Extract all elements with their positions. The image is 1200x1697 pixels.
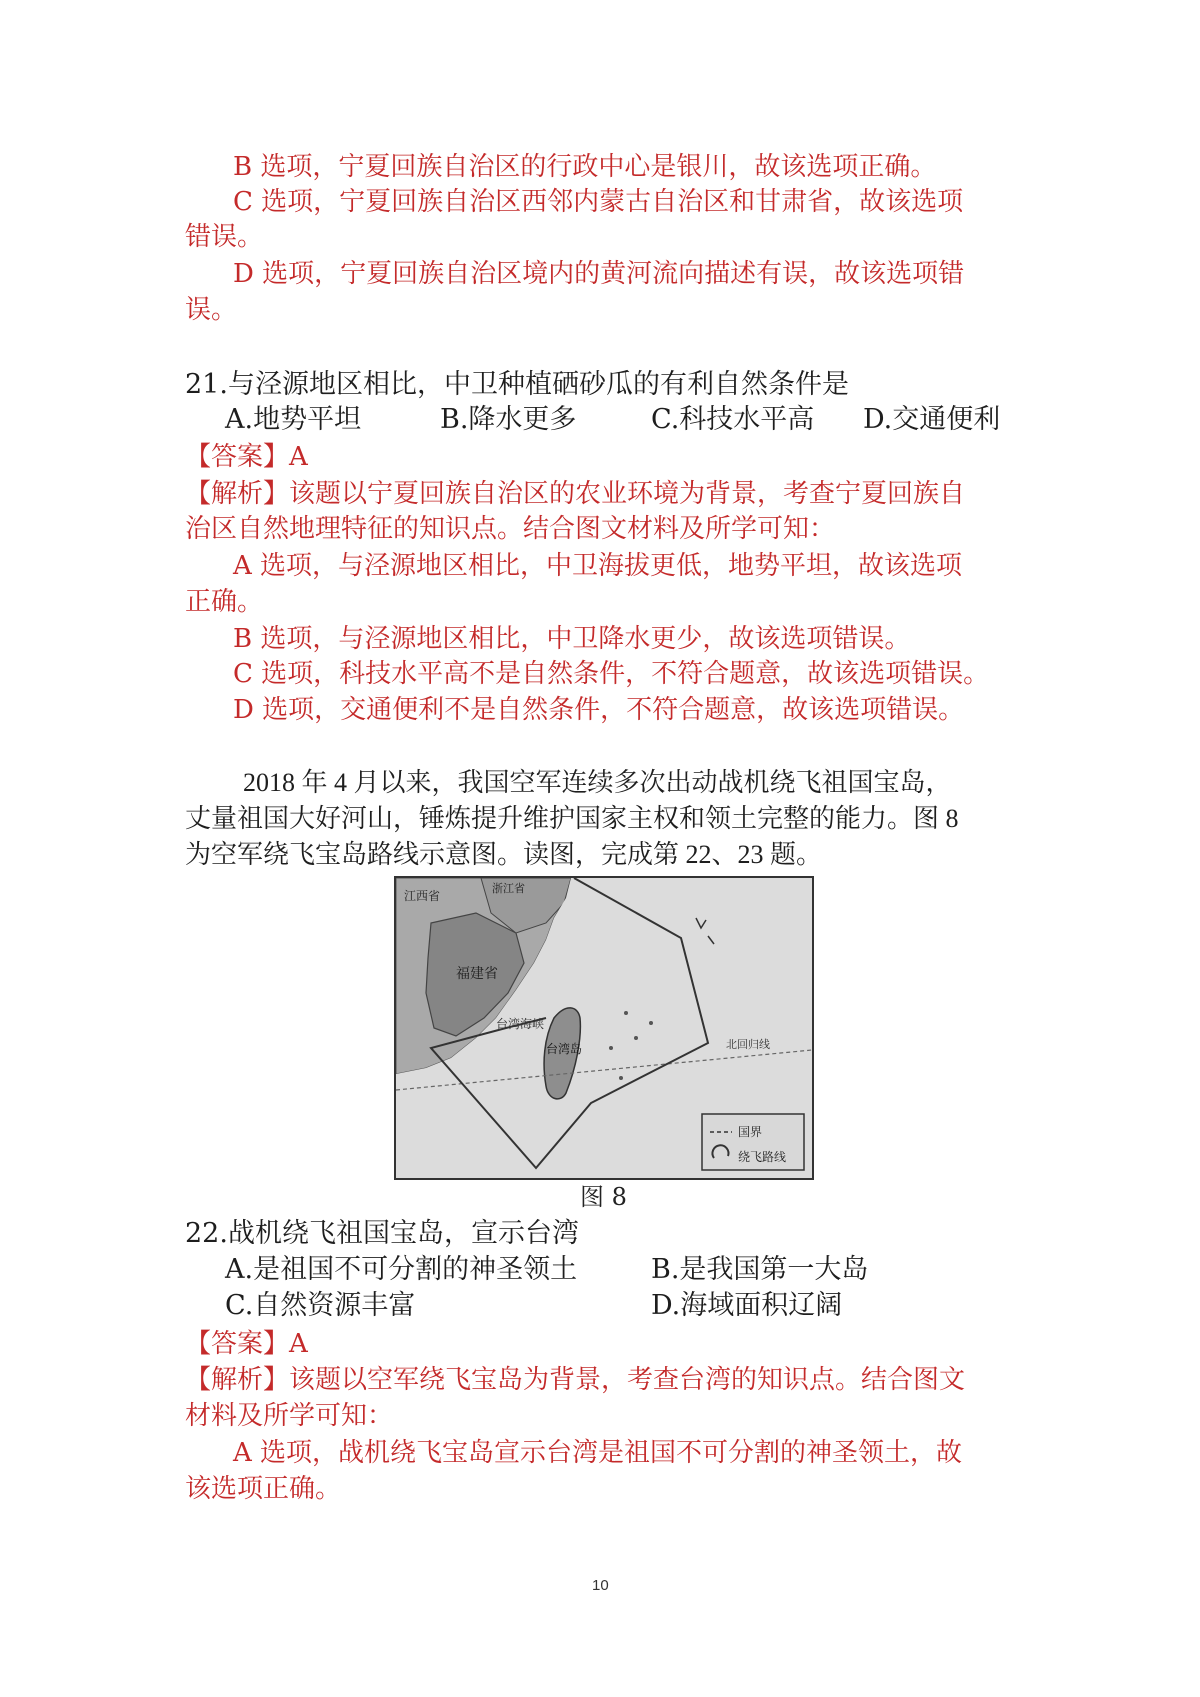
q22-analysis-a-line1: A 选项，战机绕飞宝岛宣示台湾是祖国不可分割的神圣领土，故 bbox=[233, 1438, 963, 1468]
label-tropic: 北回归线 bbox=[726, 1038, 770, 1051]
q22-answer: 【答案】A bbox=[185, 1329, 308, 1359]
q22-analysis-line2: 材料及所学可知： bbox=[185, 1401, 394, 1431]
label-jiangxi: 江西省 bbox=[404, 889, 441, 903]
material-line2: 丈量祖国大好河山，锤炼提升维护国家主权和领土完整的能力。图 8 bbox=[185, 804, 959, 833]
figure-caption: 图 8 bbox=[580, 1183, 627, 1211]
q21-analysis-b: B 选项，与泾源地区相比，中卫降水更少，故该选项错误。 bbox=[233, 624, 911, 654]
q21-analysis-a-line2: 正确。 bbox=[185, 587, 264, 617]
prev-analysis-b: B 选项，宁夏回族自治区的行政中心是银川，故该选项正确。 bbox=[233, 152, 937, 182]
q22-option-b: B.是我国第一大岛 bbox=[651, 1254, 869, 1285]
q22-option-d: D.海域面积辽阔 bbox=[651, 1290, 843, 1321]
q21-stem: 21.与泾源地区相比，中卫种植硒砂瓜的有利自然条件是 bbox=[185, 369, 849, 400]
q21-option-c: C.科技水平高 bbox=[651, 404, 815, 435]
q21-option-d: D.交通便利 bbox=[863, 404, 1001, 435]
q22-option-a: A.是祖国不可分割的神圣领土 bbox=[225, 1254, 578, 1285]
q21-analysis-line2: 治区自然地理特征的知识点。结合图文材料及所学可知： bbox=[185, 514, 836, 544]
island-dot bbox=[624, 1011, 628, 1015]
prev-analysis-c-line2: 错误。 bbox=[185, 222, 264, 252]
q22-analysis-a-line2: 该选项正确。 bbox=[185, 1474, 342, 1504]
legend-route-label: 绕飞路线 bbox=[738, 1150, 787, 1164]
q21-option-a: A.地势平坦 bbox=[225, 404, 362, 435]
figure-8-map bbox=[394, 876, 814, 1180]
q21-option-b: B.降水更多 bbox=[440, 404, 577, 435]
q21-analysis-d: D 选项，交通便利不是自然条件，不符合题意，故该选项错误。 bbox=[233, 695, 965, 725]
page-number: 10 bbox=[592, 1577, 609, 1594]
island-dot bbox=[609, 1046, 613, 1050]
q22-analysis-line1: 【解析】该题以空军绕飞宝岛为背景，考查台湾的知识点。结合图文 bbox=[185, 1365, 966, 1395]
label-strait: 台湾海峡 bbox=[496, 1017, 545, 1031]
label-taiwan: 台湾岛 bbox=[546, 1042, 583, 1056]
q21-analysis-line1: 【解析】该题以宁夏回族自治区的农业环境为背景，考查宁夏回族自 bbox=[185, 479, 966, 509]
prev-analysis-c-line1: C 选项，宁夏回族自治区西邻内蒙古自治区和甘肃省，故该选项 bbox=[233, 187, 964, 217]
label-zhejiang: 浙江省 bbox=[492, 882, 525, 895]
q21-analysis-c: C 选项，科技水平高不是自然条件，不符合题意，故该选项错误。 bbox=[233, 659, 990, 689]
q21-analysis-a-line1: A 选项，与泾源地区相比，中卫海拔更低，地势平坦，故该选项 bbox=[233, 551, 963, 581]
q22-stem: 22.战机绕飞祖国宝岛，宣示台湾 bbox=[185, 1218, 579, 1249]
label-fujian: 福建省 bbox=[456, 966, 498, 982]
material-line1: 2018 年 4 月以来，我国空军连续多次出动战机绕飞祖国宝岛， bbox=[243, 768, 952, 797]
q21-answer: 【答案】A bbox=[185, 442, 308, 472]
legend-border-label: 国界 bbox=[738, 1125, 763, 1139]
prev-analysis-d-line2: 误。 bbox=[185, 295, 238, 325]
island-dot bbox=[649, 1021, 653, 1025]
island-dot bbox=[634, 1036, 638, 1040]
island-dot bbox=[619, 1076, 623, 1080]
q22-option-c: C.自然资源丰富 bbox=[225, 1290, 416, 1321]
material-line3: 为空军绕飞宝岛路线示意图。读图，完成第 22、23 题。 bbox=[185, 840, 823, 869]
prev-analysis-d-line1: D 选项，宁夏回族自治区境内的黄河流向描述有误，故该选项错 bbox=[233, 259, 965, 289]
